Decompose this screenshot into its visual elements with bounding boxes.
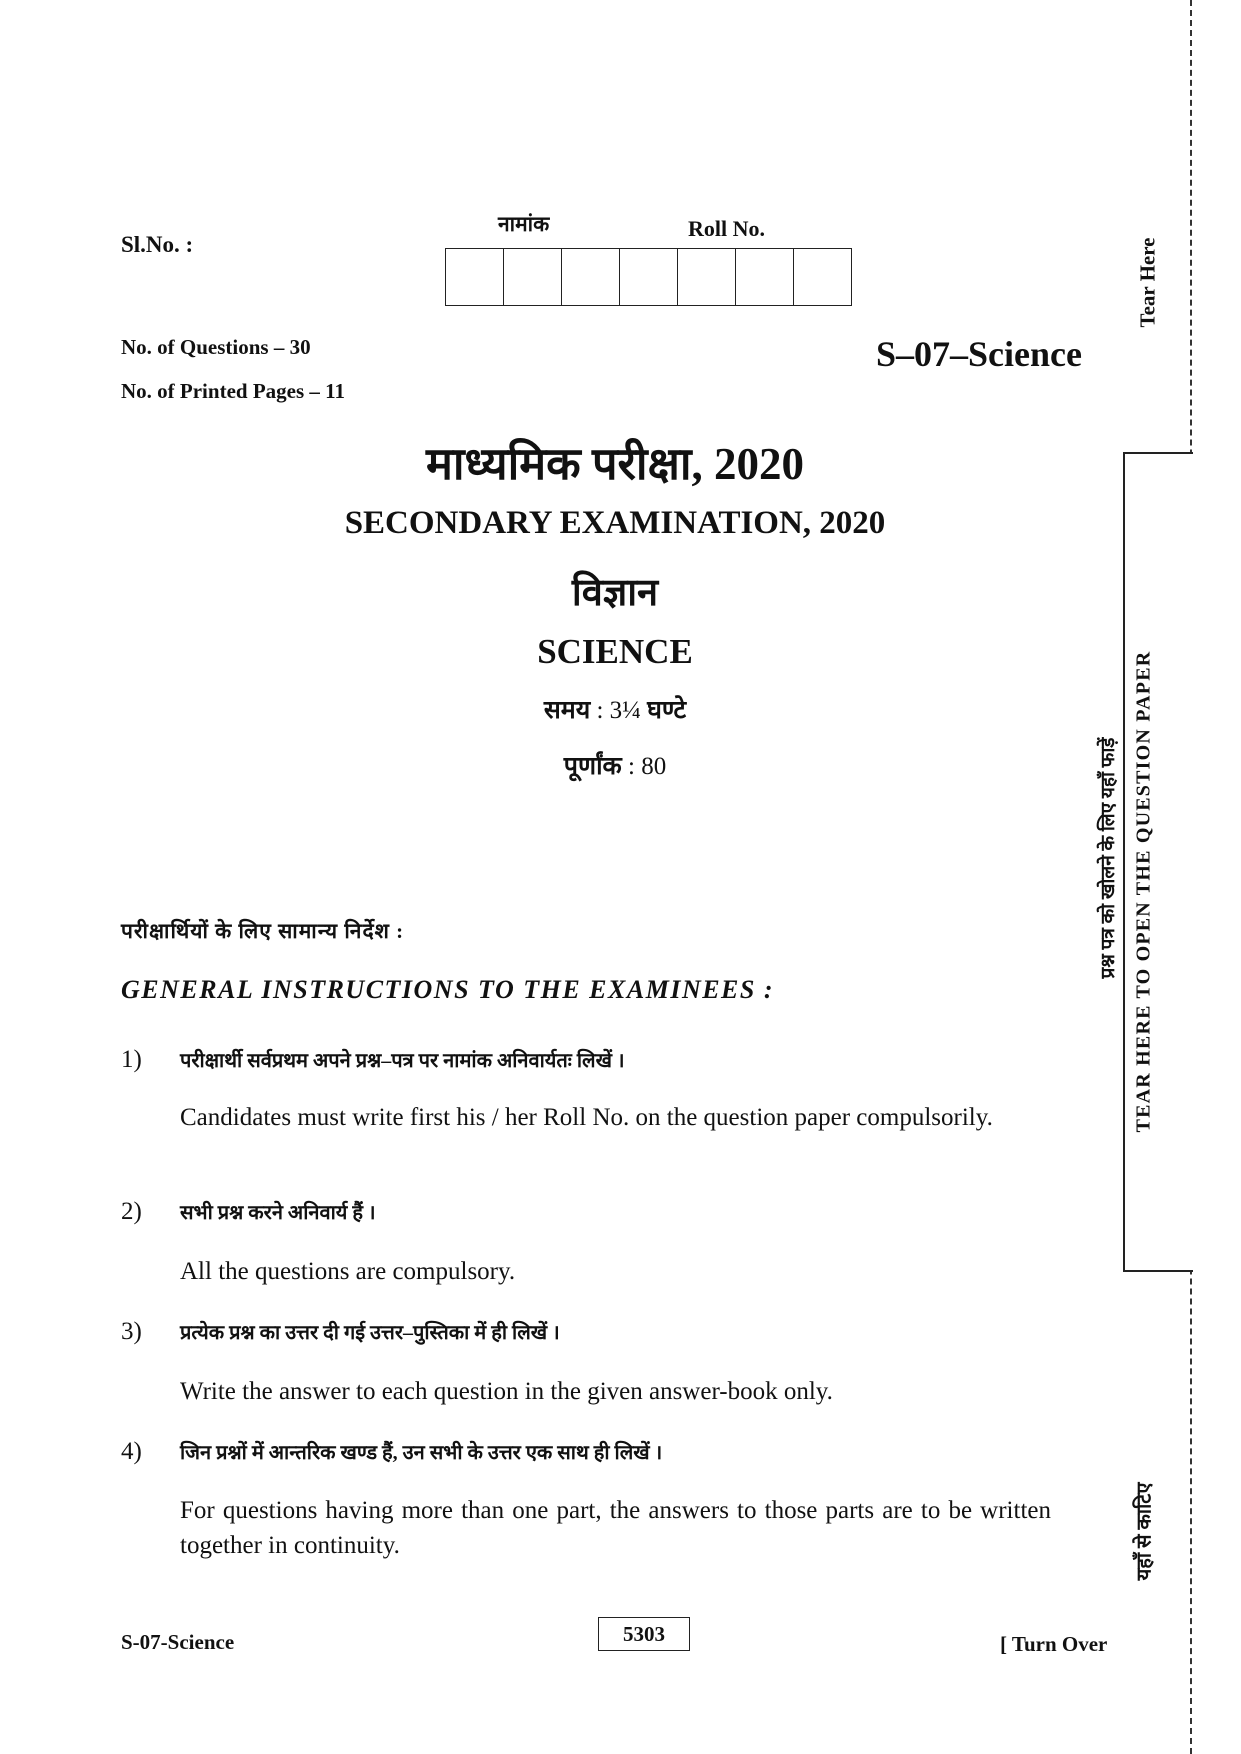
cut-here-hindi: यहाँ से काटिए <box>1133 1482 1156 1581</box>
serial-number-label: Sl.No. : <box>121 232 194 257</box>
instruction-english: For questions having more than one part, the answers to those parts are to be written together in continuity. <box>180 1497 1051 1559</box>
instruction-hindi: प्रत्येक प्रश्न का उत्तर दी गई उत्तर–पुस्तिका में ही लिखें । <box>180 1322 560 1344</box>
exam-title-english: SECONDARY EXAMINATION, 2020 <box>344 505 886 541</box>
footer-paper-number: 5303 <box>598 1617 690 1651</box>
instruction-number: 2) <box>121 1198 142 1225</box>
paper-code: S–07–Science <box>876 334 1082 374</box>
subject-english: SCIENCE <box>537 632 693 671</box>
exam-title-hindi: माध्यमिक परीक्षा, 2020 <box>425 439 804 489</box>
instruction-english: All the questions are compulsory. <box>180 1258 516 1285</box>
roll-number-boxes[interactable] <box>445 248 852 306</box>
number-of-questions: No. of Questions – 30 <box>121 335 311 359</box>
time-value: : 3¼ <box>590 697 648 724</box>
roll-digit-box[interactable] <box>446 249 504 305</box>
tear-instruction-hindi: प्रश्न पत्र को खोलने के लिए यहाँ फाड़ें <box>1098 737 1119 979</box>
instruction-number: 1) <box>121 1046 142 1073</box>
namank-label: नामांक <box>498 212 550 236</box>
instruction-hindi: परीक्षार्थी सर्वप्रथम अपने प्रश्न–पत्र पर नामांक अनिवार्यतः लिखें । <box>180 1050 625 1072</box>
marks-value: : 80 <box>621 753 667 780</box>
instruction-number: 3) <box>121 1318 142 1345</box>
roll-digit-box[interactable] <box>620 249 678 305</box>
instructions-heading-english: GENERAL INSTRUCTIONS TO THE EXAMINEES : <box>121 975 775 1004</box>
time-label: समय <box>543 697 591 724</box>
tear-here-label: Tear Here <box>1135 237 1160 328</box>
instruction-english: Write the answer to each question in the given answer-book only. <box>180 1378 833 1405</box>
number-of-pages: No. of Printed Pages – 11 <box>121 379 345 403</box>
footer-paper-code: S-07-Science <box>121 1630 235 1654</box>
roll-digit-box[interactable] <box>678 249 736 305</box>
roll-digit-box[interactable] <box>736 249 794 305</box>
marks-label: पूर्णांक <box>563 753 622 780</box>
roll-digit-box[interactable] <box>562 249 620 305</box>
roll-digit-box[interactable] <box>794 249 851 305</box>
instruction-english: Candidates must write first his / her Roll No. on the question paper compulsorily. <box>180 1104 993 1131</box>
tear-instruction-english: TEAR HERE TO OPEN THE QUESTION PAPER <box>1132 650 1155 1133</box>
time-unit: घण्टे <box>647 697 687 724</box>
instruction-hindi: सभी प्रश्न करने अनिवार्य हैं । <box>180 1202 376 1224</box>
turn-over-label: [ Turn Over <box>1000 1632 1108 1656</box>
exam-time <box>0 692 1230 726</box>
instruction-hindi: जिन प्रश्नों में आन्तरिक खण्ड हैं, उन सभी के उत्तर एक साथ ही लिखें । <box>180 1442 663 1464</box>
full-marks <box>0 748 1230 782</box>
roll-digit-box[interactable] <box>504 249 562 305</box>
roll-no-label: Roll No. <box>688 216 765 241</box>
subject-hindi: विज्ञान <box>571 572 659 614</box>
instruction-number: 4) <box>121 1438 142 1465</box>
instructions-heading-hindi: परीक्षार्थियों के लिए सामान्य निर्देश : <box>121 919 405 943</box>
